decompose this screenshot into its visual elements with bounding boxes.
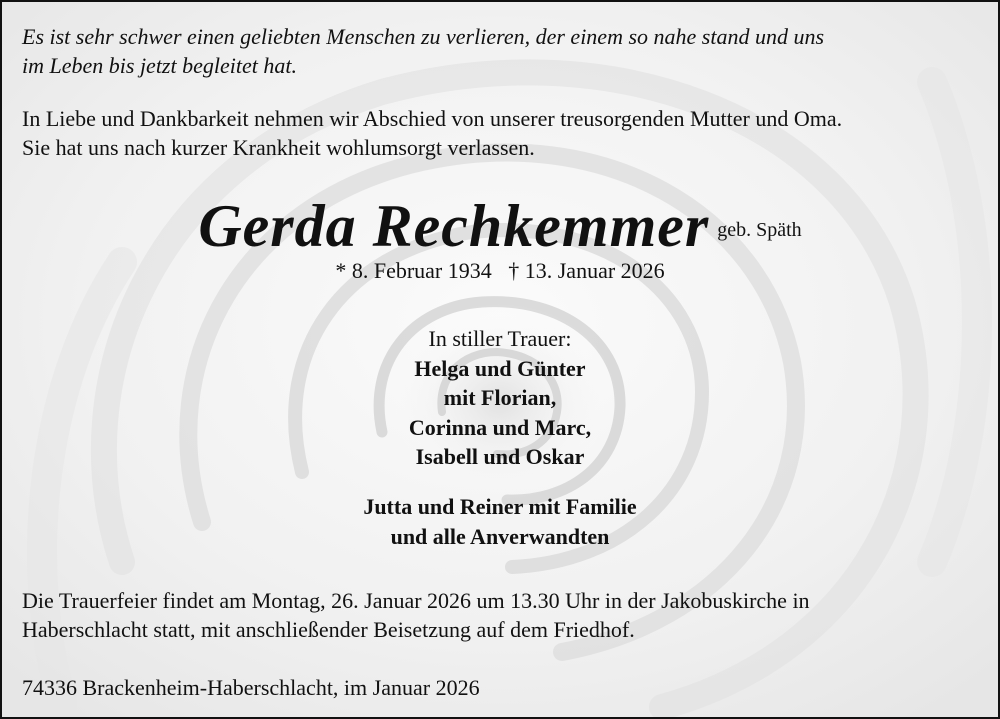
- death-date: † 13. Januar 2026: [508, 258, 665, 283]
- life-dates: [2, 258, 998, 284]
- deceased-name: Gerda Rechkemmer: [198, 193, 710, 259]
- funeral-info-line: Die Trauerfeier findet am Montag, 26. Januar 2026 um 13.30 Uhr in der Jakobuskirche in: [22, 588, 810, 613]
- maiden-name: geb. Späth: [717, 219, 802, 241]
- mourner-name: Helga und Günter: [414, 355, 586, 381]
- mourner-name: Isabell und Oskar: [415, 444, 585, 469]
- mourner-name: mit Florian,: [443, 385, 557, 410]
- deceased-name-row: [2, 192, 998, 261]
- mourners-block: [2, 324, 998, 472]
- funeral-info: [22, 586, 978, 644]
- intro-text: [22, 104, 978, 162]
- intro-text-line: In Liebe und Dankbarkeit nehmen wir Abschied von unserer treusorgenden Mutter und Oma.: [22, 106, 843, 131]
- mourners-heading: In stiller Trauer:: [428, 326, 572, 351]
- family-line: und alle Anverwandten: [390, 524, 610, 549]
- intro-quote-line: Es ist sehr schwer einen geliebten Menschen zu verlieren, der einem so nahe stand und uns: [22, 24, 825, 49]
- funeral-info-line: Haberschlacht statt, mit anschließender Beisetzung auf dem Friedhof.: [22, 617, 635, 642]
- intro-quote-line: im Leben bis jetzt begleitet hat.: [22, 53, 297, 78]
- mourner-name: Corinna und Marc,: [408, 414, 592, 440]
- place-and-date: 74336 Brackenheim-Haberschlacht, im Januar 2026: [22, 675, 480, 700]
- extended-family: [2, 492, 998, 552]
- birth-date: * 8. Februar 1934: [335, 258, 492, 283]
- family-line: Jutta und Reiner mit Familie: [363, 494, 637, 519]
- intro-quote: [22, 22, 978, 80]
- intro-text-line: Sie hat uns nach kurzer Krankheit wohlumsorgt verlassen.: [22, 135, 535, 160]
